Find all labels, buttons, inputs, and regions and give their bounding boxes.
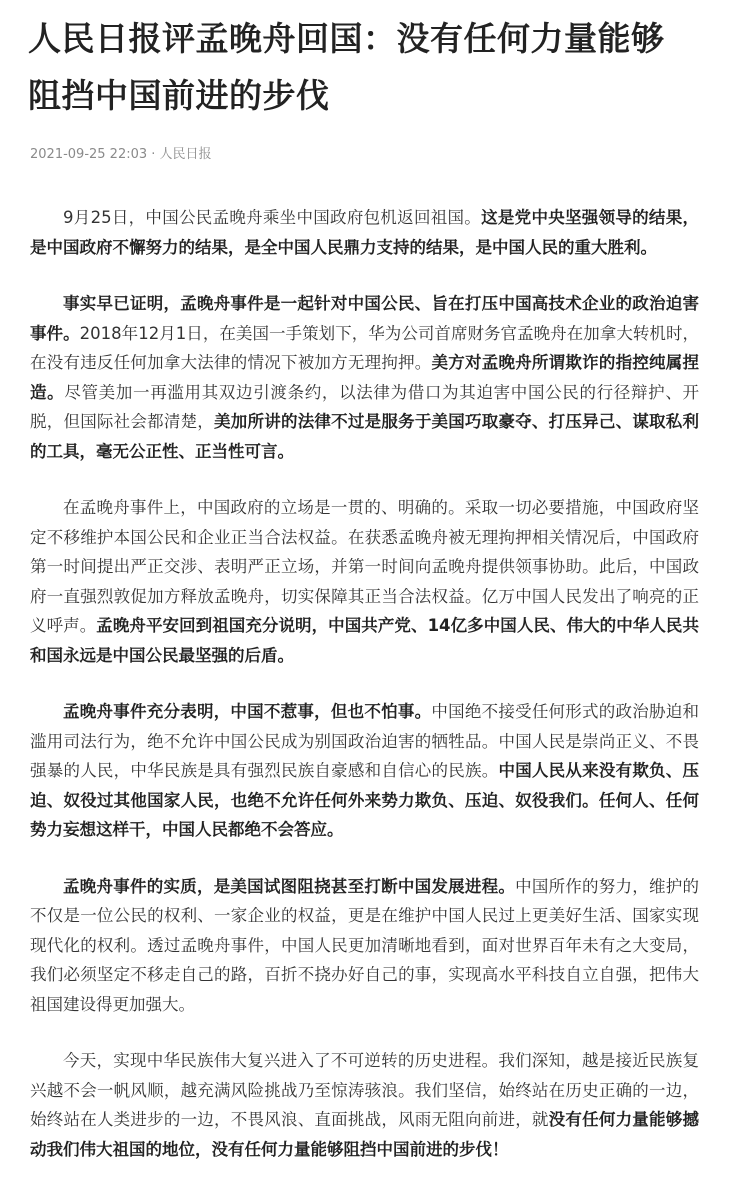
article-meta: 2021-09-25 22:03 · 人民日报 xyxy=(30,147,212,162)
paragraph-emphasis: 孟晚舟事件充分表明，中国不惹事，但也不怕事。 xyxy=(63,702,432,721)
article-paragraph xyxy=(30,493,699,670)
article-body xyxy=(30,203,699,1164)
article-paragraph xyxy=(30,1046,699,1164)
paragraph-emphasis: 中国人民从来没有欺负、压迫、奴役过其他国家人民，也绝不允许任何外来势力欺负、压迫、奴役我们。任何人、任何势力妄想这样干，中国人民都绝不会答应。 xyxy=(30,761,700,839)
article-paragraph xyxy=(30,203,699,262)
paragraph-emphasis: 美方对孟晚舟所谓欺诈的指控纯属捏造。 xyxy=(30,353,700,402)
paragraph-text: 尽管美加一再滥用其双边引渡条约，以法律为借口为其迫害中国公民的行径辩护、开脱，但国际社会都清楚， xyxy=(30,382,700,431)
paragraph-text: 2018年12月1日，在美国一手策划下，华为公司首席财务官孟晚舟在加拿大转机时，在没有违反任何加拿大法律的情况下被加方无理拘押。 xyxy=(30,323,699,372)
paragraph-emphasis: 事实早已证明，孟晚舟事件是一起针对中国公民、旨在打压中国高技术企业的政治迫害事件。 xyxy=(30,294,699,343)
paragraph-emphasis: 没有任何力量能够撼动我们伟大祖国的地位，没有任何力量能够阻挡中国前进的步伐！ xyxy=(30,1110,700,1159)
paragraph-text: 中国所作的努力，维护的不仅是一位公民的权利、一家企业的权益，更是在维护中国人民过上更美好生活、国家实现现代化的权利。透过孟晚舟事件，中国人民更加清晰地看到，面对世界百年未有之大变局，我们必须坚定不移走自己的路，百折不挠办好自己的事，实现高水平科技自立自强，把伟大祖国建设得更加强大。 xyxy=(30,876,700,1014)
paragraph-emphasis: 这是党中央坚强领导的结果，是中国政府不懈努力的结果，是全中国人民鼎力支持的结果，是中国人民的重大胜利。 xyxy=(30,208,699,257)
paragraph-text: 在孟晚舟事件上，中国政府的立场是一贯的、明确的。采取一切必要措施，中国政府坚定不移维护本国公民和企业正当合法权益。在获悉孟晚舟被无理拘押相关情况后，中国政府第一时间提出严正交涉、表明严正立场，并第一时间向孟晚舟提供领事协助。此后，中国政府一直强烈敦促加方释放孟晚舟，切实保障其正当合法权益。亿万中国人民发出了响亮的正义呼声。 xyxy=(30,498,699,635)
article-title: 人民日报评孟晚舟回国：没有任何力量能够阻挡中国前进的步伐 xyxy=(28,19,665,115)
paragraph-emphasis: 孟晚舟平安回到祖国充分说明，中国共产党、14亿多中国人民、伟大的中华人民共和国永远是中国公民最坚强的后盾。 xyxy=(30,616,699,665)
article-paragraph xyxy=(30,697,699,845)
paragraph-text: 今天，实现中华民族伟大复兴进入了不可逆转的历史进程。我们深知，越是接近民族复兴越不会一帆风顺，越充满风险挑战乃至惊涛骇浪。我们坚信，始终站在历史正确的一边，始终站在人类进步的一边，不畏风浪、直面挑战，风雨无阻向前进，就 xyxy=(30,1051,699,1129)
paragraph-emphasis: 美加所讲的法律不过是服务于美国巧取豪夺、打压异己、谋取私利的工具，毫无公正性、正当性可言。 xyxy=(30,412,700,461)
paragraph-text: 9月25日，中国公民孟晚舟乘坐中国政府包机返回祖国。 xyxy=(63,208,482,227)
paragraph-emphasis: 孟晚舟事件的实质，是美国试图阻挠甚至打断中国发展进程。 xyxy=(63,876,516,896)
article-paragraph xyxy=(30,289,699,466)
paragraph-text: 中国绝不接受任何形式的政治胁迫和滥用司法行为，绝不允许中国公民成为别国政治迫害的牺牲品。中国人民是崇尚正义、不畏强暴的人民，中华民族是具有强烈民族自豪感和自信心的民族。 xyxy=(30,702,700,780)
article-paragraph xyxy=(30,872,699,1020)
